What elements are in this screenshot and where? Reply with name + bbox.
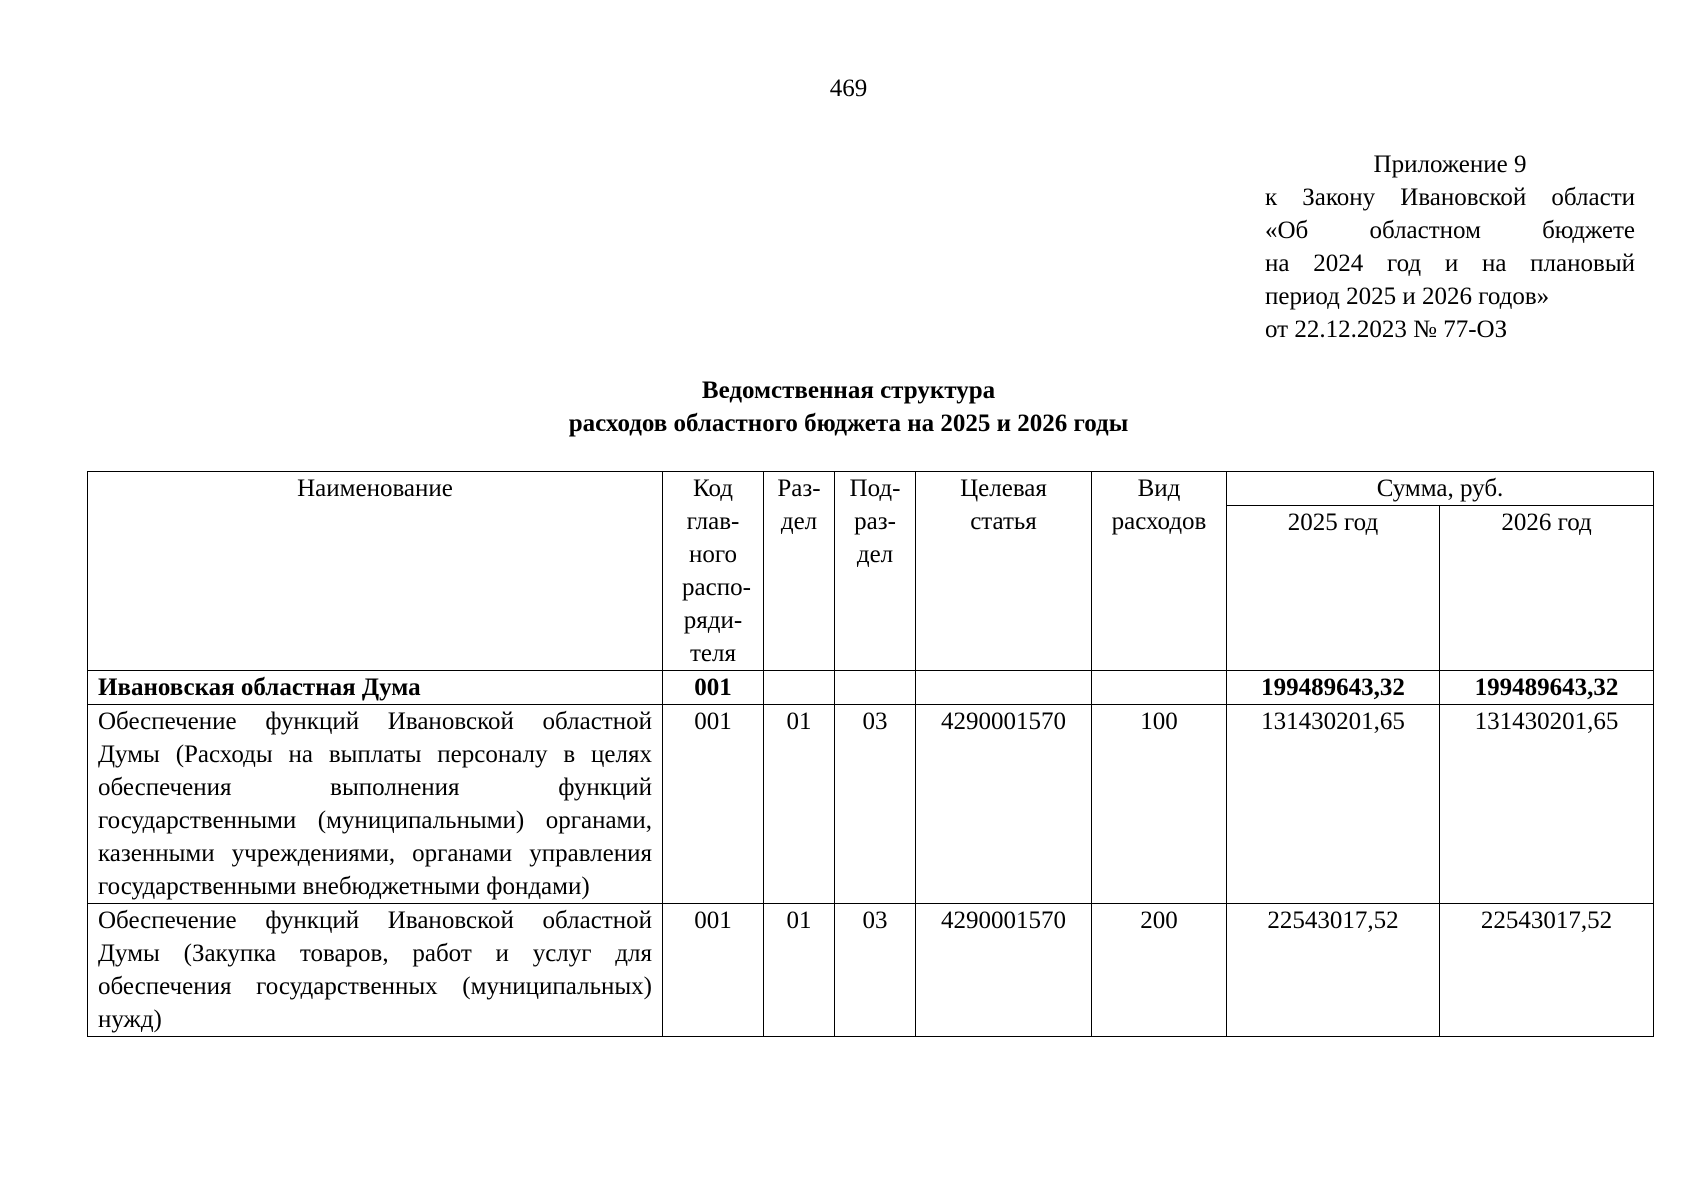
table-row — [88, 671, 1654, 705]
appendix-line: на 2024 год и на плановый — [1265, 250, 1635, 277]
row-name: Обеспечение функций Ивановской областной Думы (Закупка товаров, работ и услуг для обеспечения государственных (муниципальных) нужд) — [88, 904, 663, 1037]
row-section: 01 — [764, 705, 835, 904]
header-section: Раз-дел — [764, 472, 835, 671]
document-title-line: расходов областного бюджета на 2025 и 2026 годы — [568, 410, 1129, 437]
header-name: Наименование — [88, 472, 663, 671]
appendix-line: период 2025 и 2026 годов» — [1265, 283, 1550, 310]
header-target: Целевая статья — [916, 472, 1092, 671]
row-code: 001 — [663, 705, 764, 904]
row-sum-2026: 199489643,32 — [1440, 671, 1654, 705]
row-target: 4290001570 — [916, 705, 1092, 904]
document-title — [0, 374, 1697, 440]
appendix-line: от 22.12.2023 № 77-ОЗ — [1265, 316, 1508, 343]
header-year-2025: 2025 год — [1227, 506, 1440, 671]
table-row — [88, 705, 1654, 904]
header-code: Код глав-ного распо-ряди-теля — [663, 472, 764, 671]
appendix-line: «Об областном бюджете — [1265, 217, 1635, 244]
table-row — [88, 904, 1654, 1037]
appendix-line: к Закону Ивановской области — [1265, 184, 1635, 211]
row-subsection: 03 — [835, 904, 916, 1037]
row-name: Обеспечение функций Ивановской областной Думы (Расходы на выплаты персоналу в целях обеспечения выполнения функций государственными (муниципальными) органами, казенными учреждениями, органами управления государственными внебюджетными фондами) — [88, 705, 663, 904]
header-expense-type: Вид расходов — [1092, 472, 1227, 671]
row-sum-2025: 22543017,52 — [1227, 904, 1440, 1037]
appendix-block — [1265, 148, 1635, 346]
row-sum-2025: 131430201,65 — [1227, 705, 1440, 904]
row-expense-type: 100 — [1092, 705, 1227, 904]
expenditure-table — [87, 471, 1654, 1037]
row-code: 001 — [663, 904, 764, 1037]
header-year-2026: 2026 год — [1440, 506, 1654, 671]
row-target: 4290001570 — [916, 904, 1092, 1037]
row-sum-2026: 131430201,65 — [1440, 705, 1654, 904]
page-number: 469 — [829, 75, 868, 102]
row-section: 01 — [764, 904, 835, 1037]
appendix-title: Приложение 9 — [1373, 151, 1527, 178]
row-sum-2026: 22543017,52 — [1440, 904, 1654, 1037]
header-sum: Сумма, руб. — [1227, 472, 1654, 506]
row-sum-2025: 199489643,32 — [1227, 671, 1440, 705]
row-section — [764, 671, 835, 705]
header-subsection: Под-раз-дел — [835, 472, 916, 671]
row-expense-type: 200 — [1092, 904, 1227, 1037]
row-expense-type — [1092, 671, 1227, 705]
document-title-line: Ведомственная структура — [701, 377, 996, 404]
row-code: 001 — [663, 671, 764, 705]
row-target — [916, 671, 1092, 705]
row-name: Ивановская областная Дума — [88, 671, 663, 705]
row-subsection — [835, 671, 916, 705]
row-subsection: 03 — [835, 705, 916, 904]
